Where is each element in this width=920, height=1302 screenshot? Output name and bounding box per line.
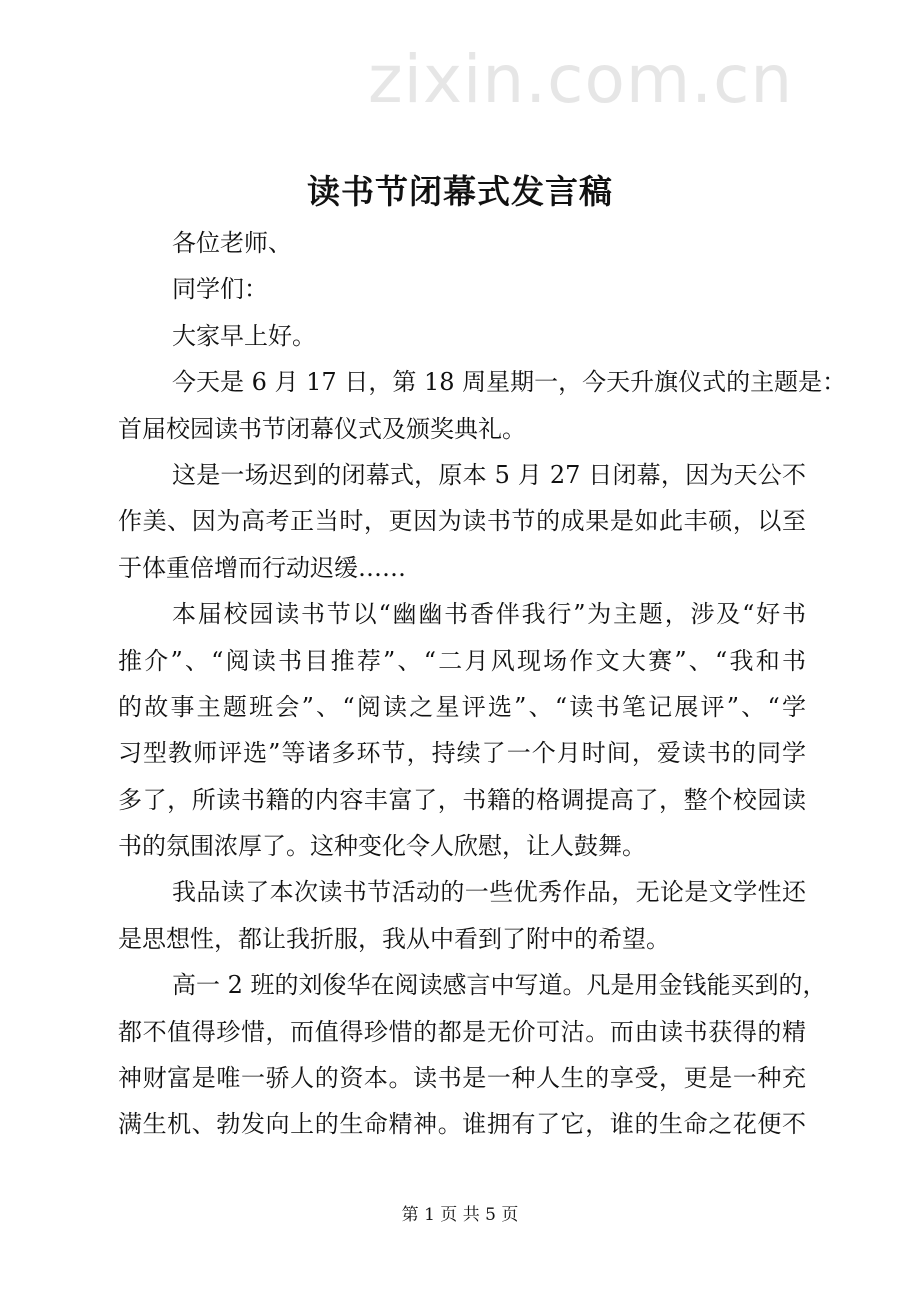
text-line: 是思想性，都让我折服，我从中看到了附中的希望。: [118, 924, 670, 953]
text-line: 作美、因为高考正当时，更因为读书节的成果是如此丰硕，以至: [118, 507, 806, 536]
document-title: 读书节闭幕式发言稿: [307, 172, 613, 211]
text-line: 今天是 6 月 17 日，第 18 周星期一，今天升旗仪式的主题是：: [172, 368, 847, 397]
text-line: 同学们：: [172, 275, 268, 304]
text-line: 推介”、“阅读书目推荐”、“二月风现场作文大赛”、“我和书: [118, 646, 806, 675]
text-line: 本届校园读书节以“幽幽书香伴我行”为主题，涉及“好书: [172, 600, 806, 629]
text-line: 书的氛围浓厚了。这种变化令人欣慰，让人鼓舞。: [118, 832, 646, 861]
text-line: 首届校园读书节闭幕仪式及颁奖典礼。: [118, 414, 526, 443]
text-line: 习型教师评选”等诸多环节，持续了一个月时间，爱读书的同学: [118, 739, 806, 768]
text-line: 满生机、勃发向上的生命精神。谁拥有了它，谁的生命之花便不: [118, 1110, 806, 1139]
document-body: [118, 220, 847, 1148]
watermark: zixin.com.cn: [368, 41, 794, 118]
text-line: 高一 2 班的刘俊华在阅读感言中写道。凡是用金钱能买到的，: [172, 971, 827, 1000]
text-line: 这是一场迟到的闭幕式，原本 5 月 27 日闭幕，因为天公不: [172, 460, 806, 489]
text-line: 大家早上好。: [172, 321, 316, 350]
text-line: 于体重倍增而行动迟缓……: [118, 553, 406, 582]
text-line: 的故事主题班会”、“阅读之星评选”、“读书笔记展评”、“学: [118, 692, 806, 721]
text-line: 神财富是唯一骄人的资本。读书是一种人生的享受，更是一种充: [118, 1064, 806, 1093]
text-line: 我品读了本次读书节活动的一些优秀作品，无论是文学性还: [172, 878, 806, 907]
text-line: 都不值得珍惜，而值得珍惜的都是无价可沽。而由读书获得的精: [118, 1017, 806, 1046]
text-line: 各位老师、: [172, 229, 292, 257]
page-footer: 第 1 页 共 5 页: [401, 1205, 519, 1225]
text-line: 多了，所读书籍的内容丰富了，书籍的格调提高了，整个校园读: [118, 785, 806, 814]
